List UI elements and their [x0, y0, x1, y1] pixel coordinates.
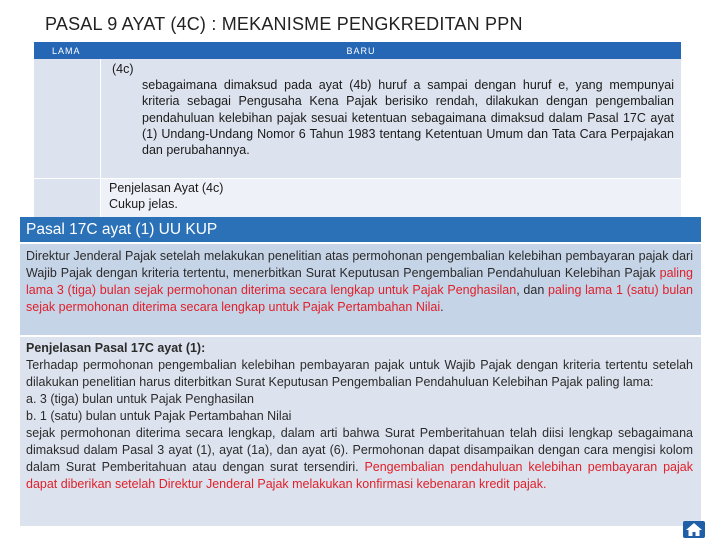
- cell-lama: [34, 59, 101, 178]
- cell-lama: [34, 179, 101, 219]
- highlight-ppn: paling lama 1 (satu) bulan sejak permohonan diterima secara lengkap untuk Pajak Pertambahan Nilai: [26, 283, 693, 314]
- article-text: , dan: [516, 283, 549, 297]
- article-text: Direktur Jenderal Pajak setelah melakukan penelitian atas permohonan pengembalian kelebihan pembayaran pajak dari Wajib Pajak dengan kriteria tertentu, menerbitkan Surat Keputusan Pengembalian Pendahuluan Kelebihan Pajak: [26, 249, 693, 280]
- table-row: [34, 179, 681, 219]
- home-icon: [683, 521, 705, 538]
- panel-article-text: [20, 244, 701, 335]
- cell-baru: [101, 179, 681, 219]
- closing-text: sejak permohonan diterima secara lengkap, dalam arti bahwa Surat Pemberitahuan telah diisi lengkap sebagaimana dimaksud dalam Pasal 3 ayat (1), ayat (1a), dan ayat (6). Permohonan dapat disampaikan dengan cara mengisi kolom dalam Surat Pemberitahuan atau dengan surat tersendiri.: [26, 426, 693, 474]
- table-header: [34, 42, 681, 59]
- list-item: b. 1 (satu) bulan untuk Pajak Pertambahan Nilai: [26, 409, 292, 423]
- explanation-closing: [26, 425, 693, 493]
- header-lama: LAMA: [52, 45, 81, 56]
- comparison-table: [34, 42, 681, 219]
- table-row: [34, 59, 681, 178]
- explanation-text: Cukup jelas.: [109, 197, 178, 212]
- page-title: PASAL 9 AYAT (4C) : MEKANISME PENGKREDITAN PPN: [45, 14, 523, 34]
- list-item: a. 3 (tiga) bulan untuk Pajak Penghasilan: [26, 392, 254, 406]
- explanation-heading: Penjelasan Pasal 17C ayat (1):: [26, 341, 206, 355]
- header-baru: BARU: [346, 45, 376, 56]
- highlight-closing: Pengembalian pendahuluan kelebihan pembayaran pajak dapat diberikan setelah Direktur Jenderal Pajak melakukan konfirmasi kebenaran kredit pajak.: [26, 460, 693, 491]
- explanation-heading: Penjelasan Ayat (4c): [109, 181, 224, 195]
- panel-explanation: [20, 337, 701, 526]
- highlight-pph: paling lama 3 (tiga) bulan sejak permohonan diterima secara lengkap untuk Pajak Penghasilan: [26, 266, 693, 297]
- explanation-intro: Terhadap permohonan pengembalian kelebihan pembayaran pajak untuk Wajib Pajak dengan kriteria tertentu setelah dilakukan penelitian harus diterbitkan Surat Keputusan Pengembalian Pendahuluan Kelebihan Pajak paling lama:: [26, 358, 693, 389]
- clause-text: sebagaimana dimaksud pada ayat (4b) huruf a sampai dengan huruf e, yang mempunyai kriteria sebagai Pengusaha Kena Pajak berisiko rendah, dilakukan dengan pengembalian pendahuluan kelebihan pajak sesuai ketentuan sebagaimana dimaksud dalam Pasal 17C ayat (1) Undang-Undang Nomor 6 Tahun 1983 tentang Ketentuan Umum dan Tata Cara Perpajakan dan perubahannya.: [142, 78, 674, 158]
- panel-heading: Pasal 17C ayat (1) UU KUP: [20, 217, 701, 242]
- clause-number: (4c): [112, 62, 134, 76]
- cell-baru: [101, 59, 681, 178]
- article-text: .: [440, 300, 444, 314]
- home-button[interactable]: [683, 521, 705, 538]
